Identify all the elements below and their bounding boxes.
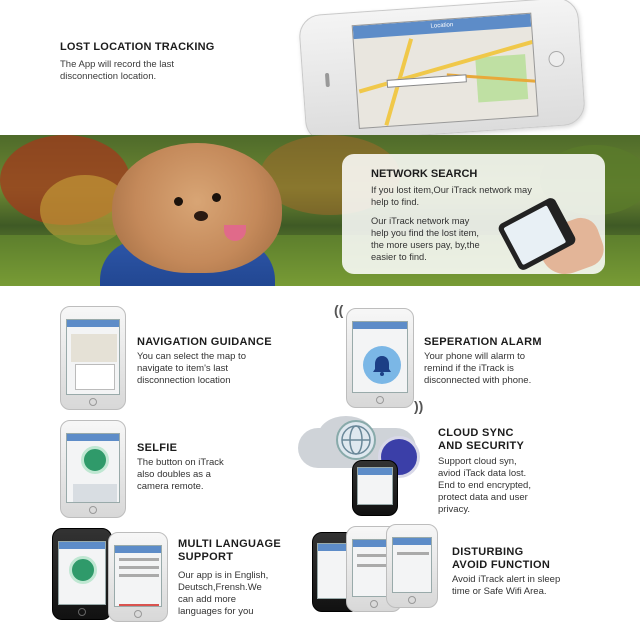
selfie-title: SELFIE [137, 442, 178, 454]
map-screen [352, 13, 539, 129]
separation-desc [424, 351, 531, 387]
separation-title: SEPERATION ALARM [424, 336, 542, 348]
cloud-desc-line: protect data and user [438, 492, 528, 503]
selfie-phone [60, 420, 126, 518]
selfie-desc-line: camera remote. [137, 481, 204, 492]
navigation-desc-line: navigate to item's last [137, 363, 229, 374]
cloud-desc-line: aviod iTack data lost. [438, 468, 527, 479]
cloud-desc [438, 456, 531, 516]
separation-desc-line: disconnected with phone. [424, 375, 532, 386]
lost-location-desc-line1: The App will record the last [60, 59, 175, 70]
language-title-line: SUPPORT [178, 551, 234, 563]
cloud-title [438, 427, 524, 453]
separation-screen [352, 321, 408, 393]
globe-icon [336, 420, 376, 460]
lost-location-title: LOST LOCATION TRACKING [60, 41, 215, 53]
language-screen-black [58, 541, 106, 605]
bell-icon [363, 346, 401, 384]
navigation-phone [60, 306, 126, 410]
separation-phone [346, 308, 414, 408]
disturb-desc-line: Avoid iTrack alert in sleep [452, 574, 561, 585]
separation-desc-line: Your phone will alarm to [424, 351, 526, 362]
cloud-title-line: CLOUD SYNC [438, 427, 514, 439]
network-para1-line: help to find. [371, 197, 420, 207]
network-para2-line: Our iTrack network may [371, 216, 470, 226]
dog-eye [212, 193, 221, 202]
language-desc-line: languages for you [178, 606, 254, 617]
navigation-screen [66, 319, 120, 395]
network-para1-line: If you lost item,Our iTrack network may [371, 185, 532, 195]
language-desc [178, 570, 268, 618]
navigation-desc [137, 351, 246, 387]
lost-location-section [0, 0, 640, 135]
navigation-title: NAVIGATION GUIDANCE [137, 336, 272, 348]
dog-nose [194, 211, 208, 221]
map-topbar: Location [353, 14, 531, 39]
navigation-desc-line: You can select the map to [137, 351, 246, 362]
network-para2 [371, 215, 506, 263]
disturb-desc-line: time or Safe Wifi Area. [452, 586, 547, 597]
cloud-desc-line: End to end encrypted, [438, 480, 531, 491]
camera-icon [81, 446, 109, 474]
signal-wave-icon: (( [334, 302, 344, 318]
language-phone-black [52, 528, 112, 620]
signal-wave-icon: )) [414, 398, 424, 414]
phone-home-button [548, 50, 565, 67]
disturb-title-line: AVOID FUNCTION [452, 559, 551, 571]
disturb-title [452, 546, 550, 572]
language-screen-white [114, 545, 162, 607]
disturb-phone-right [386, 524, 438, 608]
item-icon [69, 556, 97, 584]
language-desc-line: can add more [178, 594, 237, 605]
network-para2-line: help you find the lost item, [371, 228, 480, 238]
disturb-title-line: DISTURBING [452, 546, 524, 558]
cloud-title-line: AND SECURITY [438, 440, 525, 452]
dog-tongue [224, 225, 246, 241]
separation-desc-line: remind if the iTrack is [424, 363, 514, 374]
navigation-desc-line: disconnection location [137, 375, 231, 386]
phone-speaker [325, 73, 330, 87]
network-para2-line: the more users pay, by,the [371, 240, 480, 250]
dog-head [112, 143, 282, 273]
selfie-desc-line: The button on iTrack [137, 457, 224, 468]
network-title: NETWORK SEARCH [371, 168, 478, 180]
disturb-desc [452, 574, 560, 598]
language-desc-line: Our app is in English, [178, 570, 269, 581]
network-para2-line: easier to find. [371, 252, 427, 262]
language-phone-white [108, 532, 168, 622]
cloud-desc-line: privacy. [438, 504, 471, 515]
lost-location-desc-line2: disconnection location. [60, 71, 157, 82]
landscape-phone-map [298, 0, 586, 144]
language-title-line: MULTI LANGUAGE [178, 538, 281, 550]
selfie-desc-line: also doubles as a [137, 469, 211, 480]
cloud-desc-line: Support cloud syn, [438, 456, 517, 467]
selfie-screen [66, 433, 120, 503]
language-title [178, 538, 281, 564]
selfie-desc [137, 457, 224, 493]
cloud-phone [352, 460, 398, 516]
language-desc-line: Deutsch,Frensh.We [178, 582, 262, 593]
dog-eye [174, 197, 183, 206]
